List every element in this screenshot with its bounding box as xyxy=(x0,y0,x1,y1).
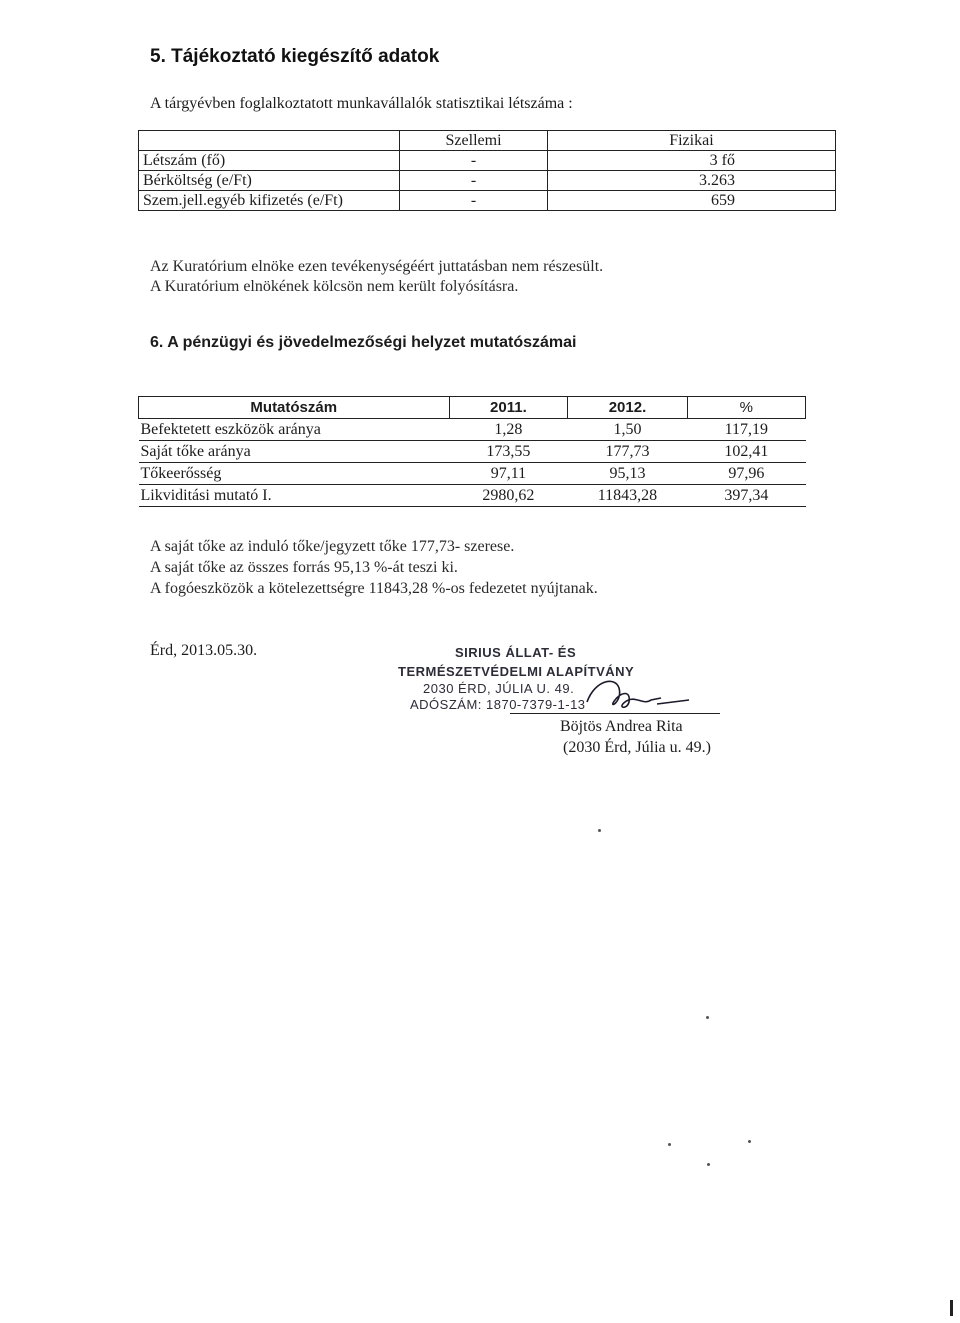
row-label: Létszám (fő) xyxy=(139,151,400,171)
table-row xyxy=(139,441,806,463)
table-row xyxy=(139,463,806,485)
header-cell: % xyxy=(687,397,805,419)
cell-value: 102,41 xyxy=(687,441,805,463)
note-chair-payment: Az Kuratórium elnöke ezen tevékenységéért juttatásban nem részesült. xyxy=(150,258,604,275)
speck xyxy=(706,1016,709,1019)
cell-value: 3 fő xyxy=(547,151,835,171)
cell-value: 117,19 xyxy=(687,419,805,441)
cell-value: - xyxy=(400,151,548,171)
section5-title: 5. Tájékoztató kiegészítő adatok xyxy=(150,46,440,67)
table-header-row xyxy=(139,131,836,151)
section6-title: 6. A pénzügyi és jövedelmezőségi helyzet mutatószámai xyxy=(150,334,577,351)
table-row xyxy=(139,191,836,211)
note-chair-loan: A Kuratórium elnökének kölcsön nem került folyósításra. xyxy=(150,278,519,295)
cell-value: 97,96 xyxy=(687,463,805,485)
header-cell: Mutatószám xyxy=(139,397,450,419)
cell-value: - xyxy=(400,171,548,191)
staff-table xyxy=(138,130,836,211)
table-row xyxy=(139,171,836,191)
table-row xyxy=(139,151,836,171)
stamp-line4: ADÓSZÁM: 1870-7379-1-13 xyxy=(410,697,586,712)
cell-value: 1,50 xyxy=(568,419,687,441)
stamp-line3: 2030 ÉRD, JÚLIA U. 49. xyxy=(423,681,575,696)
signature-icon xyxy=(585,672,695,722)
cell-value: 97,11 xyxy=(449,463,568,485)
cell-value: 1,28 xyxy=(449,419,568,441)
row-label: Likviditási mutató I. xyxy=(139,485,450,507)
cell-value: 2980,62 xyxy=(449,485,568,507)
speck xyxy=(707,1163,710,1166)
section5-intro: A tárgyévben foglalkoztatott munkavállalók statisztikai létszáma : xyxy=(150,95,573,112)
ratios-table xyxy=(138,396,806,507)
speck xyxy=(668,1143,671,1146)
header-cell: 2011. xyxy=(449,397,568,419)
row-label: Saját tőke aránya xyxy=(139,441,450,463)
note-equity-share: A saját tőke az összes forrás 95,13 %-át teszi ki. xyxy=(150,559,458,576)
table-row xyxy=(139,485,806,507)
cell-value: 11843,28 xyxy=(568,485,687,507)
cell-value: 397,34 xyxy=(687,485,805,507)
table-row xyxy=(139,419,806,441)
header-cell: 2012. xyxy=(568,397,687,419)
stamp-line1: SIRIUS ÁLLAT- ÉS xyxy=(455,645,577,660)
cell-value: - xyxy=(400,191,548,211)
signature-line xyxy=(510,713,720,714)
note-equity-multiple: A saját tőke az induló tőke/jegyzett tőke 177,73- szerese. xyxy=(150,538,515,555)
cell-value: 3.263 xyxy=(547,171,835,191)
note-coverage: A fogóeszközök a kötelezettségre 11843,28 %-os fedezetet nyújtanak. xyxy=(150,580,598,597)
stamp-line2: TERMÉSZETVÉDELMI ALAPÍTVÁNY xyxy=(398,664,635,679)
cell-value: 173,55 xyxy=(449,441,568,463)
row-label: Szem.jell.egyéb kifizetés (e/Ft) xyxy=(139,191,400,211)
row-label: Befektetett eszközök aránya xyxy=(139,419,450,441)
row-label: Tőkeerősség xyxy=(139,463,450,485)
header-cell: Fizikai xyxy=(547,131,835,151)
place-date: Érd, 2013.05.30. xyxy=(150,642,258,659)
signer-name: Böjtös Andrea Rita xyxy=(560,718,683,735)
table-header-row xyxy=(139,397,806,419)
speck xyxy=(748,1140,751,1143)
edge-mark xyxy=(950,1300,953,1316)
cell-value: 177,73 xyxy=(568,441,687,463)
row-label: Bérköltség (e/Ft) xyxy=(139,171,400,191)
signer-address: (2030 Érd, Júlia u. 49.) xyxy=(563,739,711,756)
speck xyxy=(598,829,601,832)
header-cell: Szellemi xyxy=(400,131,548,151)
cell-value: 95,13 xyxy=(568,463,687,485)
cell-value: 659 xyxy=(547,191,835,211)
header-cell xyxy=(139,131,400,151)
